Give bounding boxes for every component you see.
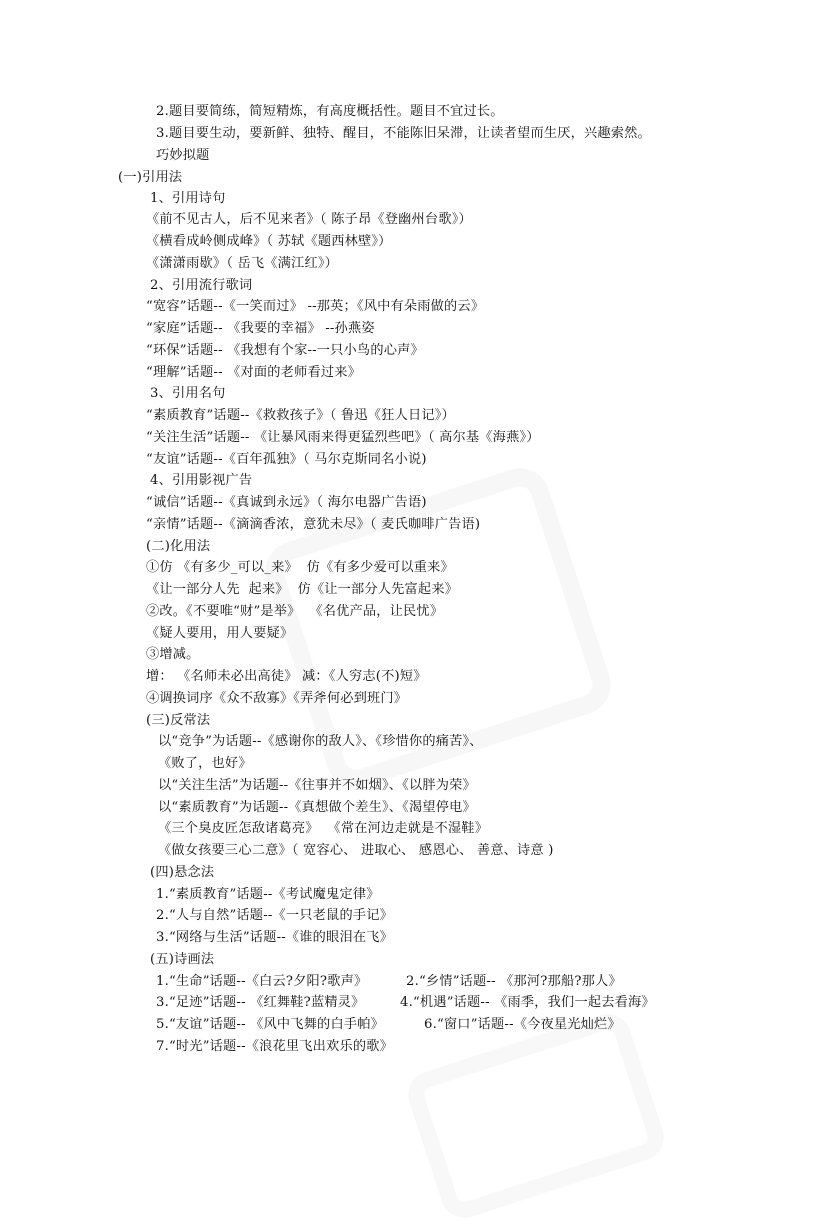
section-heading: (四)悬念法 [150, 865, 215, 880]
subsection-heading: 4、引用影视广告 [150, 473, 253, 488]
text-line: 1.“素质教育”话题--《考试魔鬼定律》 [156, 887, 380, 902]
text-line: 《败了，也好》 [158, 756, 252, 771]
text-line: “亲情”话题--《滴滴香浓，意犹未尽》（ 麦氏咖啡广告语) [146, 517, 481, 532]
text-line: 5.“友谊”话题-- 《风中飞舞的白手帕》 [156, 1017, 384, 1032]
text-line: ②改。《不要唯“财”是举》 《名优产品，让民忧》 [146, 604, 444, 619]
text-line: 《前不见古人，后不见来者》（ 陈子昂《登幽州台歌》） [146, 212, 472, 227]
section-heading: (二)化用法 [146, 539, 211, 554]
text-line: 以“素质教育”为话题--《真想做个差生》、《渴望停电》 [158, 800, 476, 815]
text-line: 3.“足迹”话题-- 《红舞鞋?蓝精灵》 [156, 995, 365, 1010]
text-line: “宽容”话题--《一笑而过》 --那英；《风中有朵雨做的云》 [146, 299, 485, 314]
text-line: 《做女孩要三心二意》（ 宽容心、 进取心、 感恩心、 善意、诗意 ) [158, 843, 554, 858]
text-line: ③增减。 [146, 647, 200, 662]
text-line: “素质教育”话题--《救救孩子》（ 鲁迅《狂人日记》） [146, 408, 455, 423]
text-line: 2.“人与自然”话题--《一只老鼠的手记》 [156, 908, 393, 923]
text-line: 《潇潇雨歇》（ 岳飞《满江红》） [146, 256, 339, 271]
section-heading: (三)反常法 [146, 713, 211, 728]
text-line: ①仿 《有多少_可以_来》 仿《有多少爱可以重来》 [146, 560, 454, 575]
text-line: 《让一部分人先 起来》 仿《让一部分人先富起来》 [146, 582, 459, 597]
text-line: 增： 《名师未必出高徒》 减：《人穷志(不)短》 [146, 669, 427, 684]
text-line: 以“关注生活”为话题--《往事并不如烟》、《以胖为荣》 [158, 778, 476, 793]
text-line: ④调换词序《众不敌寡》《弄斧何必到班门》 [146, 691, 408, 706]
text-line: 2.题目要简练，简短精炼，有高度概括性。题目不宜过长。 [156, 104, 504, 119]
text-line: 2.“乡情”话题-- 《那河?那船?那人》 [406, 974, 622, 989]
text-line: “理解”话题-- 《对面的老师看过来》 [146, 365, 362, 380]
text-line: 3.题目要生动，要新鲜、独特、醒目，不能陈旧呆滞，让读者望而生厌，兴趣索然。 [156, 126, 651, 141]
text-line: “诚信”话题--《真诚到永远》（ 海尔电器广告语) [146, 495, 427, 510]
watermark-logo-lower [402, 1008, 670, 1224]
text-line: 《三个臭皮匠怎敌诸葛亮》 《常在河边走就是不湿鞋》 [158, 821, 489, 836]
text-line: “友谊”话题--《百年孤独》（ 马尔克斯同名小说) [146, 452, 427, 467]
section-heading: (五)诗画法 [150, 952, 215, 967]
section-heading: (一)引用法 [118, 170, 183, 185]
text-line: “环保”话题-- 《我想有个家--一只小鸟的心声》 [146, 343, 424, 358]
text-line: 3.“网络与生活”话题--《谁的眼泪在飞》 [156, 930, 393, 945]
text-line: “关注生活”话题-- 《让暴风雨来得更猛烈些吧》（ 高尔基《海燕》） [146, 430, 540, 445]
text-line: 6.“窗口”话题--《今夜星光灿烂》 [424, 1017, 621, 1032]
text-line: 4.“机遇”话题-- 《雨季，我们一起去看海》 [400, 995, 655, 1010]
text-line: 《疑人要用，用人要疑》 [146, 626, 294, 641]
text-line: 《横看成岭侧成峰》（ 苏轼《题西林壁》） [146, 234, 392, 249]
text-line: 7.“时光”话题--《浪花里飞出欢乐的歌》 [156, 1039, 393, 1054]
subsection-heading: 1、引用诗句 [150, 191, 226, 206]
subsection-heading: 2、引用流行歌词 [150, 278, 253, 293]
subsection-heading: 3、引用名句 [150, 386, 226, 401]
text-line: “家庭”话题-- 《我要的幸福》 --孙燕姿 [146, 321, 375, 336]
text-line: 以“竞争”为话题--《感谢你的敌人》、《珍惜你的痛苦》、 [158, 734, 483, 749]
section-heading: 巧妙拟题 [156, 148, 210, 163]
text-line: 1.“生命”话题--《白云?夕阳?歌声》 [156, 974, 368, 989]
